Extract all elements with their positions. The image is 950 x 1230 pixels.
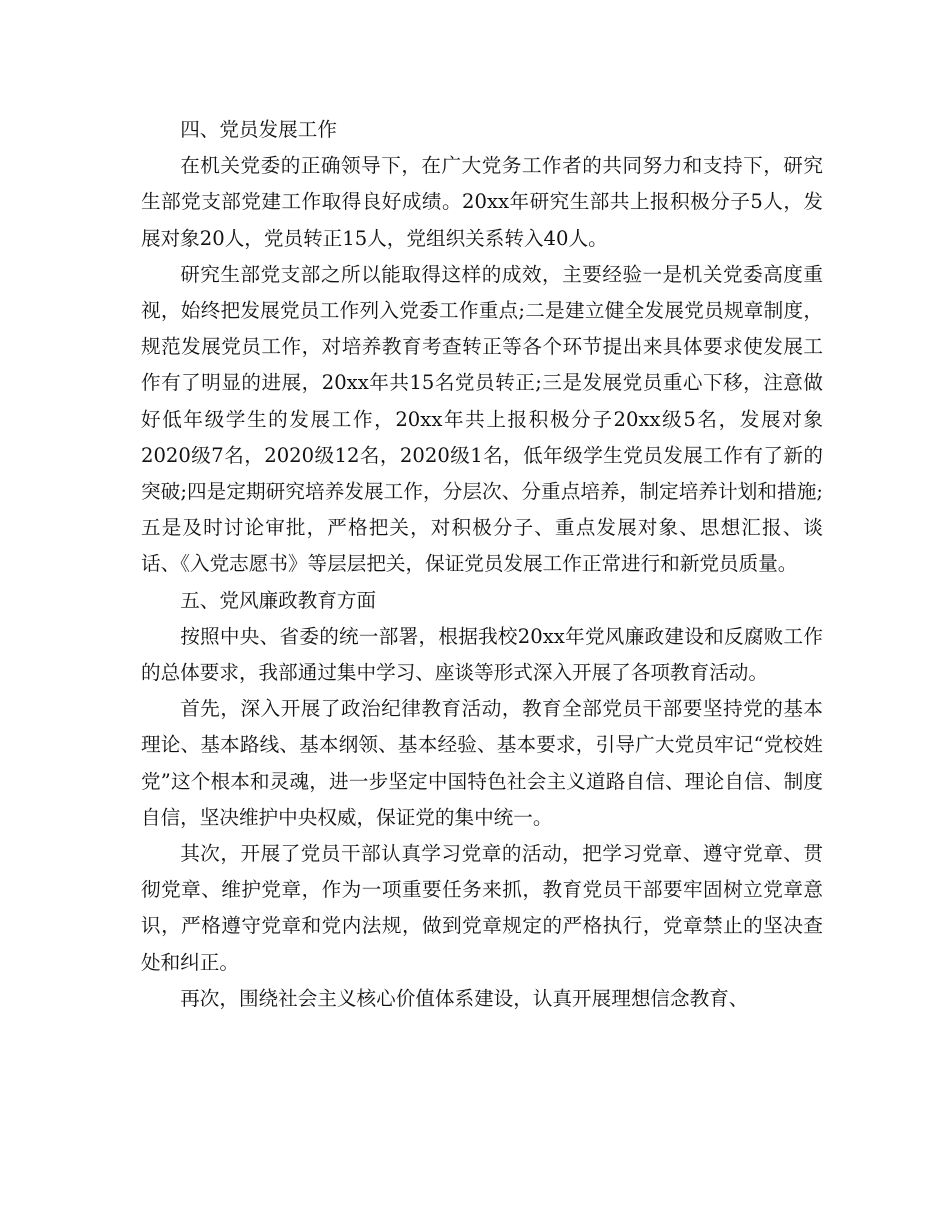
document-page — [141, 112, 823, 1017]
paragraph-first: 首先，深入开展了政治纪律教育活动，教育全部党员干部要坚持党的基本理论、基本路线、基本纲领、基本经验、基本要求，引导广大党员牢记“党校姓党”这个根本和灵魂，进一步坚定中国特色社会主义道路自信、理论自信、制度自信，坚决维护中央权威，保证党的集中统一。 — [141, 697, 823, 829]
paragraph-experience: 研究生部党支部之所以能取得这样的成效，主要经验一是机关党委高度重视，始终把发展党员工作列入党委工作重点;二是建立健全发展党员规章制度，规范发展党员工作，对培养教育考查转正等各个环节提出来具体要求使发展工作有了明显的进展，20xx年共15名党员转正;三是发展党员重心下移，注意做好低年级学生的发展工作，20xx年共上报积极分子20xx级5名，发展对象2020级7名，2020级12名，2020级1名，低年级学生党员发展工作有了新的突破;四是定期研究培养发展工作，分层次、分重点培养，制定培养计划和措施;五是及时讨论审批，严格把关，对积极分子、重点发展对象、思想汇报、谈话、《入党志愿书》等层层把关，保证党员发展工作正常进行和新党员质量。 — [141, 262, 823, 576]
paragraph-deployment: 按照中央、省委的统一部署，根据我校20xx年党风廉政建设和反腐败工作的总体要求，我部通过集中学习、座谈等形式深入开展了各项教育活动。 — [141, 624, 823, 685]
paragraph-achievements: 在机关党委的正确领导下，在广大党务工作者的共同努力和支持下，研究生部党支部党建工作取得良好成绩。20xx年研究生部共上报积极分子5人，发展对象20人，党员转正15人，党组织关系转入40人。 — [141, 154, 823, 250]
paragraph-second: 其次，开展了党员干部认真学习党章的活动，把学习党章、遵守党章、贯彻党章、维护党章，作为一项重要任务来抓，教育党员干部要牢固树立党章意识，严格遵守党章和党内法规，做到党章规定的严格执行，党章禁止的坚决查处和纠正。 — [141, 842, 823, 974]
paragraph-third: 再次，围绕社会主义核心价值体系建设，认真开展理想信念教育、 — [180, 986, 749, 1010]
section-heading-party-member-development: 四、党员发展工作 — [180, 118, 337, 141]
section-heading-integrity-education: 五、党风廉政教育方面 — [180, 588, 377, 612]
